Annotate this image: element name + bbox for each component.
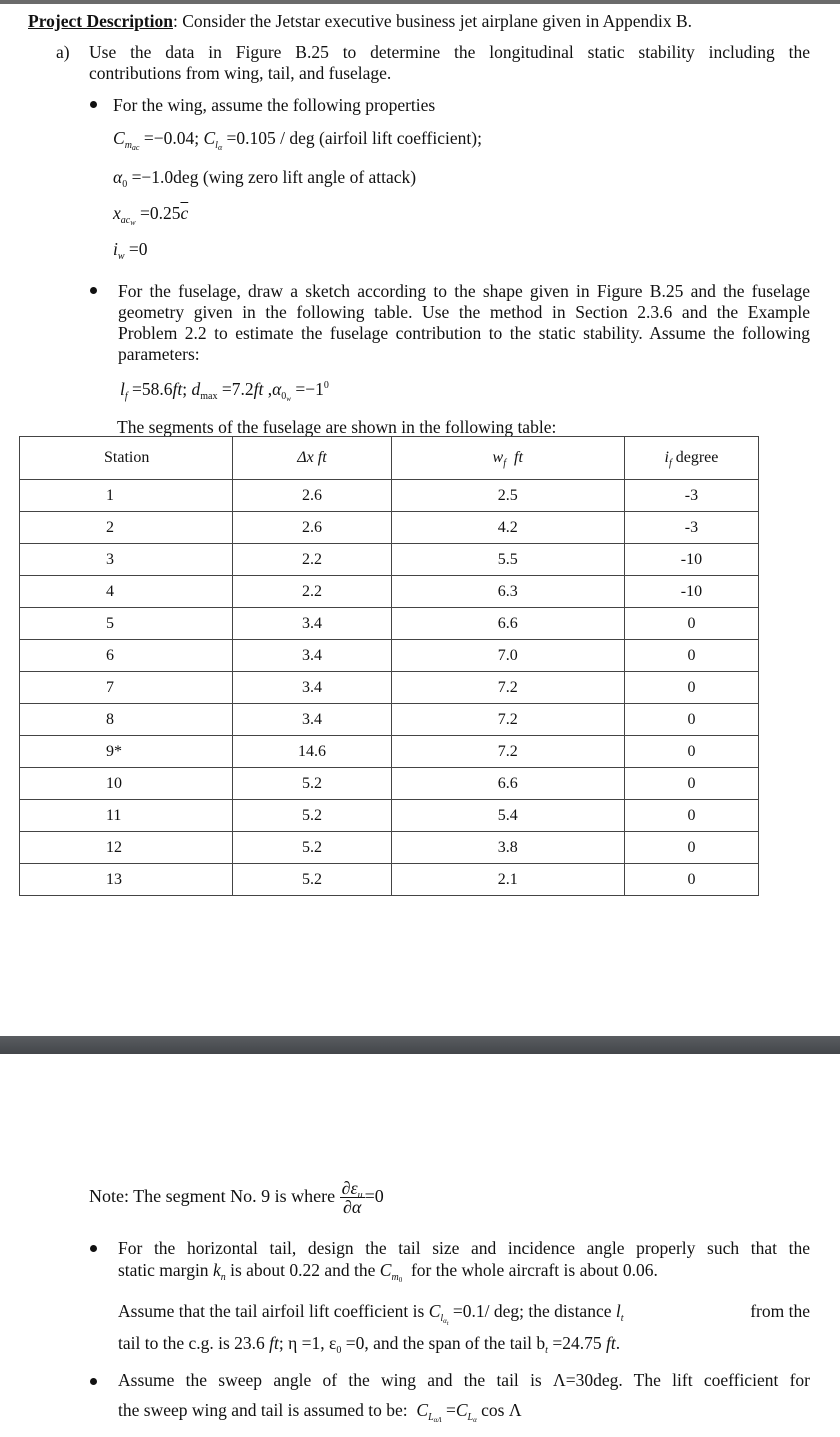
cell-incidence: -3 [624, 512, 758, 544]
fuselage-line1: For the fuselage, draw a sketch according to the shape given in Figure B.25 and the fuselage [118, 281, 810, 301]
cell-incidence: -3 [624, 480, 758, 512]
downwash-derivative: $\frac{\partial\varepsilon_u}{\partial\alpha}$ [341, 1178, 363, 1218]
fuselage-lf-value: =58.6 [132, 379, 173, 399]
cell-station: 4 [20, 576, 233, 608]
wing-alpha-value: =−1.0deg (wing zero lift angle of attack) [131, 167, 417, 187]
cell-incidence: 0 [624, 640, 758, 672]
cell-station: 7 [20, 672, 233, 704]
cell-dx: 14.6 [233, 736, 391, 768]
cell-station: 13 [20, 864, 233, 896]
sweep-line1: Assume the sweep angle of the wing and the tail is Λ=30deg. The lift coefficient for [118, 1370, 810, 1390]
table-row [20, 672, 759, 704]
cell-dx: 5.2 [233, 864, 391, 896]
wing-xac-value: =0.25 [139, 203, 181, 223]
wing-iw-value: =0 [128, 239, 148, 259]
cell-dx: 3.4 [233, 608, 391, 640]
wing-cm-value: =−0.04; [143, 128, 200, 148]
cell-incidence: 0 [624, 832, 758, 864]
fuselage-line3: Problem 2.2 to estimate the fuselage contribution to the static stability. Assume the following [118, 323, 810, 343]
part-a-line2: contributions from wing, tail, and fuselage. [89, 63, 392, 83]
cell-width: 6.3 [391, 576, 624, 608]
cell-station: 1 [20, 480, 233, 512]
table-row [20, 480, 759, 512]
header-text: : Consider the Jetstar executive business jet airplane given in Appendix B. [172, 11, 693, 31]
cell-incidence: 0 [624, 672, 758, 704]
cell-station: 6 [20, 640, 233, 672]
cell-dx: 5.2 [233, 768, 391, 800]
cell-width: 5.4 [391, 800, 624, 832]
cell-incidence: 0 [624, 800, 758, 832]
cell-incidence: -10 [624, 544, 758, 576]
header-incidence: $i_f$ degree [624, 437, 758, 480]
page-2 [0, 1054, 840, 1437]
cell-incidence: 0 [624, 704, 758, 736]
cell-dx: 2.6 [233, 512, 391, 544]
fuselage-dmax-value: =7.2 [221, 379, 254, 399]
table-row [20, 640, 759, 672]
sweep-line2: the sweep wing and tail is assumed to be: $C_{L_{\alpha\Lambda}} =C_{L_\alpha}$ cos Λ [118, 1400, 522, 1424]
cell-width: 3.8 [391, 832, 624, 864]
bullet-dot [90, 287, 97, 294]
sweep-formula: cos Λ [481, 1400, 522, 1420]
tail-line3: Assume that the tail airfoil lift coefficient is $C_{l_{\alpha_t}} =0.1/$ deg; the distance $l_t$ from the [118, 1301, 810, 1327]
table-row [20, 704, 759, 736]
cell-dx: 3.4 [233, 640, 391, 672]
cell-width: 2.5 [391, 480, 624, 512]
note-text: Note: The segment No. 9 is where [89, 1186, 336, 1206]
cell-width: 7.2 [391, 704, 624, 736]
cell-station: 3 [20, 544, 233, 576]
cell-dx: 2.2 [233, 544, 391, 576]
header-dx: Δx ft [233, 437, 391, 480]
header-label: Project Description [28, 11, 173, 31]
cell-width: 6.6 [391, 768, 624, 800]
table-header-row [20, 437, 759, 480]
part-a-line1: Use the data in Figure B.25 to determine the longitudinal static stability including the [89, 42, 810, 62]
bullet-dot [90, 1245, 97, 1252]
cell-dx: 5.2 [233, 800, 391, 832]
part-a-marker: a) [56, 42, 70, 62]
header-line [28, 10, 692, 32]
table-row [20, 864, 759, 896]
cell-width: 7.2 [391, 736, 624, 768]
table-row [20, 544, 759, 576]
fuselage-segments-table [19, 436, 759, 896]
cell-station: 11 [20, 800, 233, 832]
cell-width: 6.6 [391, 608, 624, 640]
table-row [20, 512, 759, 544]
cell-width: 4.2 [391, 512, 624, 544]
cell-incidence: 0 [624, 768, 758, 800]
cell-dx: 3.4 [233, 672, 391, 704]
table-row [20, 800, 759, 832]
table-row [20, 768, 759, 800]
fuselage-params: $l_f =58.6ft$; $d_{max} =7.2ft$ $,\alpha_{0_w} =-1^0$ [120, 379, 329, 403]
table-row [20, 736, 759, 768]
fuselage-line4: parameters: [118, 344, 200, 364]
header-width: $w_f$ ft [391, 437, 624, 480]
note-eq: =0 [364, 1186, 384, 1206]
table-row [20, 832, 759, 864]
cell-width: 7.2 [391, 672, 624, 704]
table-row [20, 576, 759, 608]
cell-dx: 2.6 [233, 480, 391, 512]
table-row [20, 608, 759, 640]
header-station: Station [20, 437, 233, 480]
cell-station: 8 [20, 704, 233, 736]
wing-bullet-text: For the wing, assume the following properties [113, 95, 436, 115]
page-separator [0, 1036, 840, 1054]
wing-alpha-eq: $\alpha_0 =-1.0deg$ (wing zero lift angle of attack) [113, 167, 417, 190]
cell-dx: 3.4 [233, 704, 391, 736]
wing-cl-value: =0.105 / deg (airfoil lift coefficient); [226, 128, 482, 148]
bullet-dot [90, 1378, 97, 1385]
wing-cm-eq: $C_{m_{ac}} =-0.04$; $C_{l_\alpha} =0.105$ / deg (airfoil lift coefficient); [113, 128, 482, 152]
page-top-border [0, 0, 840, 4]
cell-width: 5.5 [391, 544, 624, 576]
cell-station: 9* [20, 736, 233, 768]
wing-xac-eq: $x_{ac_w} =0.25\overline{c}$ [113, 203, 189, 227]
cell-incidence: 0 [624, 864, 758, 896]
cell-station: 5 [20, 608, 233, 640]
wing-iw-eq: $i_w =0$ [113, 239, 148, 262]
cell-incidence: -10 [624, 576, 758, 608]
cell-station: 2 [20, 512, 233, 544]
cell-station: 12 [20, 832, 233, 864]
note-line [89, 1178, 384, 1216]
cell-dx: 2.2 [233, 576, 391, 608]
tail-line1: For the horizontal tail, design the tail size and incidence angle properly such that the [118, 1238, 810, 1258]
cell-station: 10 [20, 768, 233, 800]
fuselage-alpha0-value: =−1 [295, 379, 324, 399]
fuselage-line2: geometry given in the following table. Use the method in Section 2.3.6 and the Example [118, 302, 810, 322]
cell-incidence: 0 [624, 608, 758, 640]
tail-line2: static margin $k_n$ is about 0.22 and the $C_{m_0}$ for the whole aircraft is about 0.06. [118, 1260, 658, 1284]
cell-width: 7.0 [391, 640, 624, 672]
segments-intro: The segments of the fuselage are shown in the following table: [117, 417, 557, 437]
cell-dx: 5.2 [233, 832, 391, 864]
tail-line4: tail to the c.g. is 23.6 ft; η =1, $\varepsilon_0 =0$, and the span of the tail $b_t =24.75$ ft. [118, 1333, 621, 1356]
cell-incidence: 0 [624, 736, 758, 768]
bullet-dot [90, 101, 97, 108]
cell-width: 2.1 [391, 864, 624, 896]
